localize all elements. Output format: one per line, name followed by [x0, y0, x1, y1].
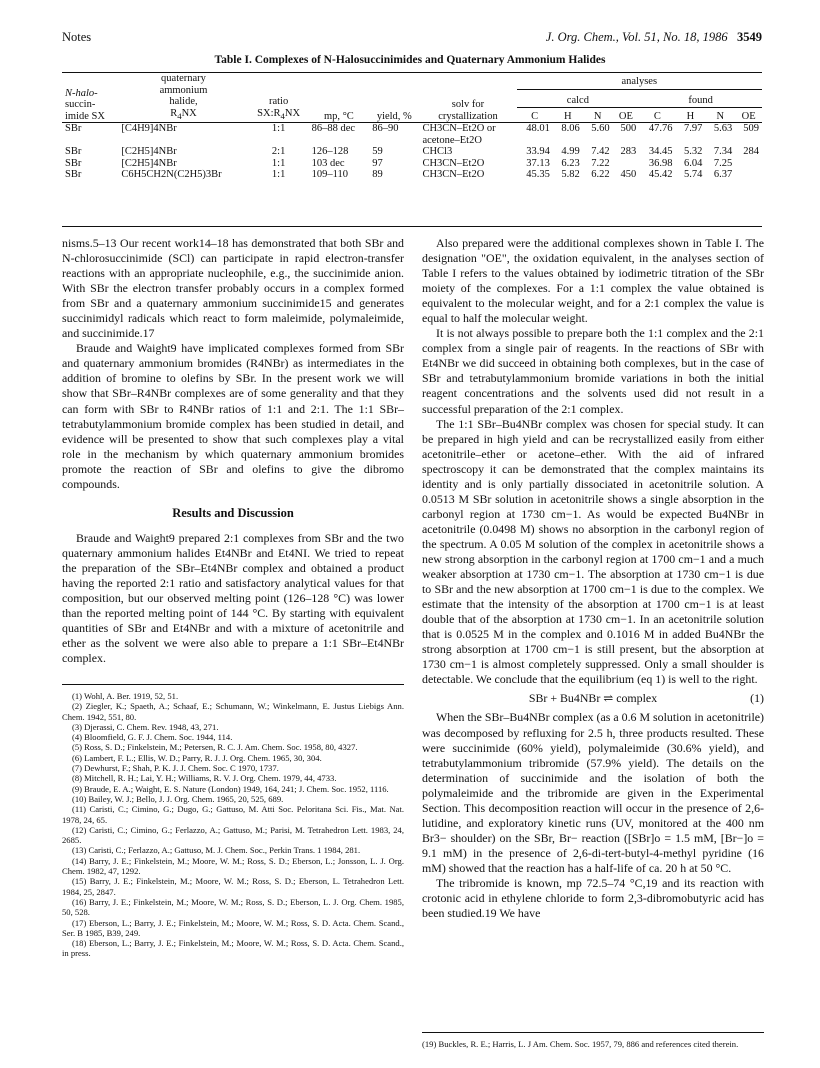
table-row	[62, 169, 762, 181]
cell-analysis: 7.34	[713, 146, 733, 158]
reference-item: (3) Djerassi, C. Chem. Rev. 1948, 43, 271.	[72, 721, 219, 732]
cell-analysis: 37.13	[526, 157, 550, 169]
table-row	[62, 123, 762, 147]
cell-solv: CHCl3	[422, 146, 453, 158]
reference-item: (13) Caristi, C.; Ferlazzo, A.; Gattuso, M. J. Chem. Soc., Perkin Trans. 1 1984, 281.	[72, 845, 361, 856]
table-title: Table I. Complexes of N-Halosuccinimides and Quaternary Ammonium Halides	[214, 54, 606, 66]
references-rule	[62, 684, 404, 685]
cell-yield: 59	[372, 146, 383, 158]
cell-analysis: 4.99	[561, 146, 580, 158]
header-elem: OE	[735, 107, 762, 122]
cell-mp: 103 dec	[311, 157, 345, 169]
references	[62, 684, 404, 959]
equation-text: SBr + Bu4NBr ⇌ complex	[528, 691, 658, 706]
cell-yield: 86–90	[372, 123, 399, 135]
cell-ratio: 1:1	[271, 123, 286, 135]
header-elem: OE	[613, 107, 640, 122]
cell-analysis: 47.76	[648, 123, 673, 135]
reference-item: (4) Bloomfield, G. F. J. Chem. Soc. 1944, 114.	[72, 732, 233, 743]
cell-analysis: 6.37	[713, 169, 733, 181]
cell-analysis: 6.22	[591, 169, 610, 181]
cell-sx: SBr	[65, 157, 82, 169]
reference-item: (9) Braude, E. A.; Waight, E. S. Nature (London) 1949, 164, 241; J. Chem. Soc. 1952, 1116.	[72, 783, 389, 794]
table-row	[62, 146, 762, 158]
reference-item: (18) Eberson, L.; Barry, J. E.; Finkelstein, M.; Moore, W. M.; Ross, S. D. Acta. Chem. Scand., in press.	[62, 938, 404, 959]
paragraph: Also prepared were the additional complexes shown in Table I. The designation "OE", the oxidation equivalent, in the analyses section of Table I refers to the values obtained by iodimetric titration of the SBr moiety of the complexes. For a 1:1 complex the value obtained is equivalent to the molecular weight, and for a 2:1 complex the value is equal to half the molecular weight.	[422, 236, 764, 326]
cell-analysis: 450	[620, 169, 637, 181]
right-column	[422, 236, 764, 921]
table-row	[62, 158, 762, 170]
cell-mp: 109–110	[311, 169, 348, 181]
header-elem: N	[705, 107, 735, 122]
cell-analysis: 509	[743, 123, 759, 135]
cell-analysis: 7.42	[591, 146, 610, 158]
cell-quat: [C4H9]4NBr	[121, 123, 177, 135]
table-1	[62, 72, 762, 181]
cell-analysis: 500	[620, 123, 637, 135]
cell-analysis: 45.42	[648, 169, 673, 181]
cell-analysis: 5.32	[684, 146, 703, 158]
reference-item: (15) Barry, J. E.; Finkelstein, M.; Moore, W. M.; Ross, S. D.; Eberson, L. Tetrahedron Lett. 1984, 25, 2847.	[62, 876, 404, 897]
page-number: 3549	[737, 30, 762, 44]
cell-quat: [C2H5]4NBr	[121, 157, 177, 169]
cell-analysis: 48.01	[526, 123, 550, 135]
footnote-rule	[422, 1032, 764, 1033]
cell-quat: [C2H5]4NBr	[121, 146, 177, 158]
reference-item: (17) Eberson, L.; Barry, J. E.; Finkelstein, M.; Moore, W. M.; Ross, S. D. Acta. Chem. Scand., Ser. B 1985, B39, 249.	[62, 917, 404, 938]
reference-item: (11) Caristi, C.; Cimino, G.; Dugo, G.; Gattuso, M. Atti Soc. Peloritana Sci. Fis., Mat. Nat. 1978, 24, 65.	[62, 804, 404, 825]
footnote-text: (19) Buckles, R. E.; Harris, L. J Am. Chem. Soc. 1957, 79, 886 and references cited therein.	[422, 1039, 739, 1049]
table-bottom-rule	[62, 226, 762, 227]
paragraph: nisms.5–13 Our recent work14–18 has demonstrated that both SBr and N-chlorosuccinimide (SCl) can participate in rapid electron-transfer reactions with an appropriate nucleophile, e.g., the succinimide anion. With SBr the electron transfer probably occurs in a complex formed from SBr and a quaternary ammonium succinimide15 and generates succinimidyl radicals which react to form maleimide, polymaleimide, and succinimide.17	[62, 236, 404, 341]
cell-analysis: 5.60	[591, 123, 610, 135]
cell-yield: 89	[372, 169, 383, 181]
cell-mp: 86–88 dec	[311, 123, 356, 135]
cell-ratio: 1:1	[271, 169, 286, 181]
cell-analysis: 45.35	[526, 169, 550, 181]
reference-item: (10) Bailey, W. J.; Bello, J. J. Org. Chem. 1965, 20, 525, 689.	[72, 793, 284, 804]
reference-item: (8) Mitchell, R. H.; Lai, Y. H.; Williams, R. V. J. Org. Chem. 1979, 44, 4733.	[72, 773, 337, 784]
paragraph: Braude and Waight9 prepared 2:1 complexes from SBr and the two quaternary ammonium halides Et4NBr and Et4NI. We tried to repeat the preparation of the SBr–Et4NBr complex and obtained a product having the reported 2:1 ratio and satisfactory analytical values for that composition, but our observed melting point (126–128 °C) was lower than the reported melting point of 144 °C. By starting with equivalent quantities of SBr and Et4NBr and with a mixture of acetonitrile and ether as the solvent we were also able to prepare a 1:1 SBr–Et4NBr complex.	[62, 530, 404, 666]
header-analyses: analyses	[517, 73, 762, 90]
header-elem: C	[517, 107, 553, 122]
header-elem: N	[583, 107, 613, 122]
cell-analysis: 6.04	[684, 157, 703, 169]
header-calcd: calcd	[566, 95, 589, 107]
reference-item: (14) Barry, J. E.; Finkelstein, M.; Moore, W. M.; Ross, S. D.; Eberson, L.; Jonsson, L. J. Org. Chem. 1982, 47, 1292.	[62, 855, 404, 877]
header-nhalo: N-halo- succin- imide SX	[62, 73, 118, 123]
cell-ratio: 2:1	[271, 146, 286, 158]
reference-item: (7) Dewhurst, F.; Shah, P. K. J. J. Chem. Soc. C 1970, 1737.	[72, 763, 279, 774]
header-solv: solv for crystallization	[419, 73, 516, 123]
cell-analysis: 34.45	[648, 146, 673, 158]
section-heading: Results and Discussion	[172, 505, 294, 520]
cell-analysis	[735, 158, 762, 170]
cell-analysis: 7.97	[684, 123, 703, 135]
cell-ratio: 1:1	[271, 157, 286, 169]
reference-item: (1) Wohl, A. Ber. 1919, 52, 51.	[72, 691, 179, 701]
journal-citation: J. Org. Chem., Vol. 51, No. 18, 1986	[545, 30, 728, 44]
cell-analysis: 8.06	[561, 123, 580, 135]
footnote-19	[422, 1032, 764, 1049]
cell-analysis	[735, 169, 762, 181]
paragraph: The 1:1 SBr–Bu4NBr complex was chosen for special study. It can be prepared in high yield and can be recrystallized easily from either acetonitrile–ether or acetone–ether. With the aid of infrared spectroscopy it can be demonstrated that the complex maintains its identity and is only partially dissociated in acetonitrile solution. A 0.0513 M SBr solution in acetonitrile shows a single absorption in the carbonyl region at 1730 cm−1. As would be expected Bu4NBr in acetonitrile (0.0498 M) shows no absorption in the carbonyl region of the spectrum. A 0.05 M solution of the complex in acetonitrile shows a new strong absorption in the carbonyl region at 1700 cm−1 and a much weaker absorption at 1730 cm−1. The absorption at 1730 cm−1 is due to SBr and the new absorption at 1700 cm−1 is due to the complex. We estimate that the intensity of the absorption at 1700 cm−1 is at least double that of the absorption at 1730 cm−1. In an acetonitrile solution that is 0.0525 M in the complex and 0.1016 M in added Bu4NBr the strong absorption at 1700 cm−1 is still present, but the absorption at 1730 cm−1 is almost completely suppressed. Only a small shoulder is detectable. We conclude that the equilibrium (eq 1) is well to the right.	[422, 416, 764, 687]
reference-item: (12) Caristi, C.; Cimino, G.; Ferlazzo, A.; Gattuso, M.; Parisi, M. Tetrahedron Lett. 1983, 24, 2685.	[62, 824, 404, 846]
cell-sx: SBr	[65, 169, 82, 181]
cell-sx: SBr	[65, 123, 82, 135]
cell-solv: CH3CN–Et2O	[422, 157, 485, 169]
cell-sx: SBr	[65, 146, 82, 158]
cell-analysis: 33.94	[526, 146, 550, 158]
header-elem: C	[639, 107, 675, 122]
reference-item: (16) Barry, J. E.; Finkelstein, M.; Moore, W. M.; Ross, S. D.; Eberson, L. J. Org. Chem. 1985, 50, 528.	[62, 896, 404, 918]
cell-mp: 126–128	[311, 146, 349, 158]
running-header-left: Notes	[62, 30, 92, 44]
header-ratio: ratio $SX:R_4NX$	[249, 73, 309, 123]
paragraph: When the SBr–Bu4NBr complex (as a 0.6 M solution in acetonitrile) was decomposed by refluxing for 2.5 h, three products resulted. These were succinimide (60% yield), polymaleimide (30.6% yield), and tetrabutylammonium tribromide (57.9% yield). The details on the determination of succinimide and the isolation of both the polymaleimide and the tribromide are given in the Experimental Section. This decomposition reaction will occur in the presence of 2,6-lutidine, and exploratory kinetic runs (UV, monitored at the 400 nm Br3− shoulder) on the SBr, Br− reaction ([SBr]o = 1.5 mM, [Br−]o = 9.1 mM) in the presence of 2,6-di-tert-butyl-4-methyl pyridine (16 mM) showed that the reaction has a half-life of ca. 20 h at 50 °C.	[422, 710, 764, 875]
cell-analysis: 5.63	[713, 123, 733, 135]
header-yield: yield, %	[369, 73, 419, 123]
cell-analysis: 7.25	[713, 157, 733, 169]
cell-analysis: 5.82	[561, 169, 580, 181]
cell-analysis: 5.74	[684, 169, 703, 181]
paragraph: It is not always possible to prepare both the 1:1 complex and the 2:1 complex from a single pair of reagents. In the reactions of SBr with Et4NBr we did succeed in obtaining both complexes, but in the case of SBr and tetrabutylammonium bromide variations in both the initial reagent concentrations and the solvents used did not result in a successful preparation of the 2:1 complex.	[422, 326, 764, 416]
paragraph: The tribromide is known, mp 72.5–74 °C,19 and its reaction with crotonic acid in ethylene chloride to form 2,3-dibromobutyric acid has been studied.19 We have	[422, 875, 764, 921]
reference-item: (5) Ross, S. D.; Finkelstein, M.; Petersen, R. C. J. Am. Chem. Soc. 1958, 80, 4327.	[72, 742, 358, 753]
equation-1	[422, 691, 764, 706]
header-found: found	[688, 95, 713, 107]
cell-analysis: 283	[620, 146, 637, 158]
header-mp: mp, °C	[309, 73, 370, 123]
cell-solv: CH3CN–Et2O or acetone–Et2O	[422, 123, 496, 146]
cell-analysis: 7.22	[591, 157, 610, 169]
reference-item: (6) Lambert, F. L.; Ellis, W. D.; Parry, R. J. J. Org. Chem. 1965, 30, 304.	[72, 752, 322, 763]
header-elem: H	[553, 107, 583, 122]
left-column	[62, 236, 404, 666]
cell-yield: 97	[372, 157, 383, 169]
cell-analysis: 6.23	[561, 157, 580, 169]
cell-quat: C6H5CH2N(C2H5)3Br	[121, 169, 222, 181]
paragraph: Braude and Waight9 have implicated complexes formed from SBr and quaternary ammonium bromides (R4NBr) as intermediates in the addition of bromine to olefins by SBr. In the present work we will show that SBr–R4NBr complexes are of some generality and that they can form with SBr to R4NBr ratios of 1:1 and 2:1. The 1:1 SBr–tetrabutylammonium bromide complex has been studied in detail, and evidence will be presented to show that such complexes play a vital role in the mechanism by which quaternary ammonium bromides promote the reaction of SBr and olefins to give the dibromo compounds.	[62, 341, 404, 491]
cell-analysis: 36.98	[648, 157, 673, 169]
header-quat: quaternary ammonium halide, $R_4NX$	[118, 73, 248, 123]
cell-solv: CH3CN–Et2O	[422, 169, 485, 181]
equation-number: (1)	[750, 691, 764, 706]
cell-analysis	[613, 158, 640, 170]
header-elem: H	[676, 107, 706, 122]
reference-item: (2) Ziegler, K.; Spaeth, A.; Schaaf, E.; Schumann, W.; Winkelmann, E. Justus Liebigs Ann. Chem. 1942, 551, 80.	[62, 701, 404, 722]
cell-analysis: 284	[743, 146, 759, 158]
running-header-right	[546, 30, 762, 45]
